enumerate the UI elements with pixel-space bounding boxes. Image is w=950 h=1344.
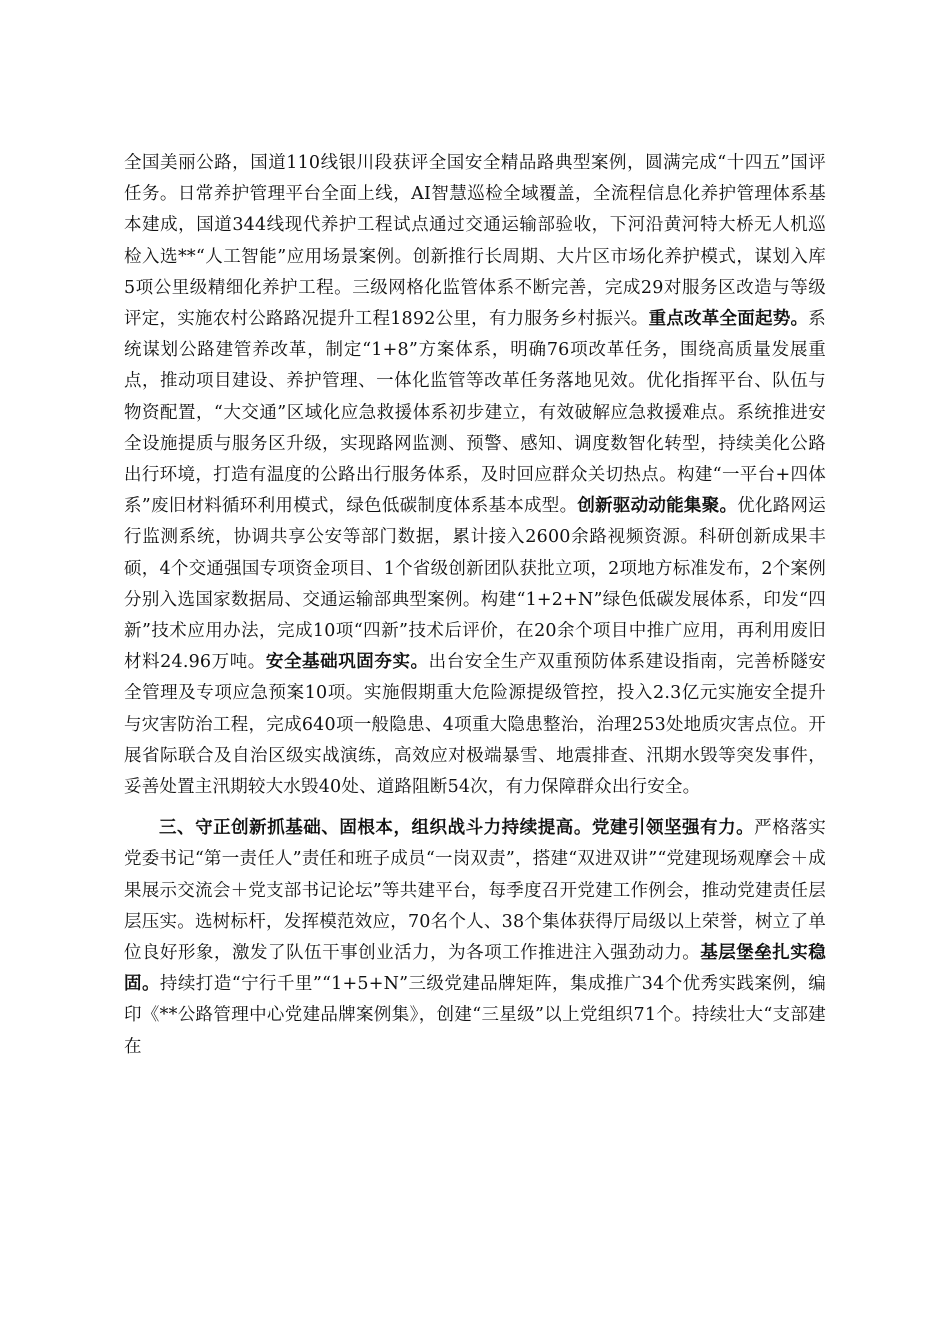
subheading-safety: 安全基础巩固夯实。: [265, 652, 429, 673]
paragraph-2-segment-2: 严格落实党委书记“第一责任人”责任和班子成员“一岗双责”，搭建“双进双讲”“党建现场观摩会＋成果展示交流会＋党支部书记论坛”等共建平台，每季度召开党建工作例会，推动党建责任层层压实。选树标杆，发挥模范效应，70名个人、38个集体获得厅局级以上荣誉，树立了单位良好形象，激发了队伍干事创业活力，为各项工作推进注入强劲动力。: [124, 818, 826, 964]
body-paragraph-2: [124, 813, 826, 1063]
body-paragraph-1: [124, 148, 826, 803]
subheading-key-reform: 重点改革全面起势。: [648, 309, 809, 330]
paragraph-1-segment-7: 出台安全生产双重预防体系建设指南，完善桥隧安全管理及专项应急预案10项。实施假期重大危险源提级管控，投入2.3亿元实施安全提升与灾害防治工程，完成640项一般隐患、4项重大隐患整治，治理253处地质灾害点位。开展省际联合及自治区级实战演练，高效应对极端暴雪、地震排查、汛期水毁等突发事件，妥善处置主汛期较大水毁40处、道路阻断54次，有力保障群众出行安全。: [124, 652, 826, 798]
paragraph-2-segment-4: 持续打造“宁行千里”“1+5+N”三级党建品牌矩阵，集成推广34个优秀实践案例，编印《**公路管理中心党建品牌案例集》，创建“三星级”以上党组织71个。持续壮大“支部建在: [124, 974, 826, 1057]
paragraph-1-segment-3: 系统谋划公路建管养改革，制定“1+8”方案体系，明确76项改革任务，围绕高质量发展重点，推动项目建设、养护管理、一体化监管等改革任务落地见效。优化指挥平台、队伍与物资配置，“大交通”区域化应急救援体系初步建立，有效破解应急救援难点。系统推进安全设施提质与服务区升级，实现路网监测、预警、感知、调度数智化转型，持续美化公路出行环境，打造有温度的公路出行服务体系，及时回应群众关切热点。构建“一平台+四体系”废旧材料循环利用模式，绿色低碳制度体系基本成型。: [124, 309, 826, 517]
section-heading-three: 三、守正创新抓基础、固根本，组织战斗力持续提高。党建引领坚强有力。: [159, 818, 755, 839]
subheading-grassroots: 基层堡垒扎实稳固。: [124, 943, 826, 995]
paragraph-1-segment-5: 优化路网运行监测系统，协调共享公安等部门数据，累计接入2600余路视频资源。科研创新成果丰硕，4个交通强国专项资金项目、1个省级创新团队获批立项，2项地方标准发布，2个案例分别入选国家数据局、交通运输部典型案例。构建“1+2+N”绿色低碳发展体系，印发“四新”技术应用办法，完成10项“四新”技术后评价，在20余个项目中推广应用，再利用废旧材料24.96万吨。: [124, 496, 826, 673]
subheading-innovation: 创新驱动动能集聚。: [577, 496, 738, 517]
paragraph-1-segment-1: 全国美丽公路，国道110线银川段获评全国安全精品路典型案例，圆满完成“十四五”国评任务。日常养护管理平台全面上线，AI智慧巡检全域覆盖，全流程信息化养护管理体系基本建成，国道344线现代养护工程试点通过交通运输部验收，下河沿黄河特大桥无人机巡检入选**“人工智能”应用场景案例。创新推行长周期、大片区市场化养护模式，谋划入库5项公里级精细化养护工程。三级网格化监管体系不断完善，完成29对服务区改造与等级评定，实施农村公路路况提升工程1892公里，有力服务乡村振兴。: [124, 153, 826, 330]
